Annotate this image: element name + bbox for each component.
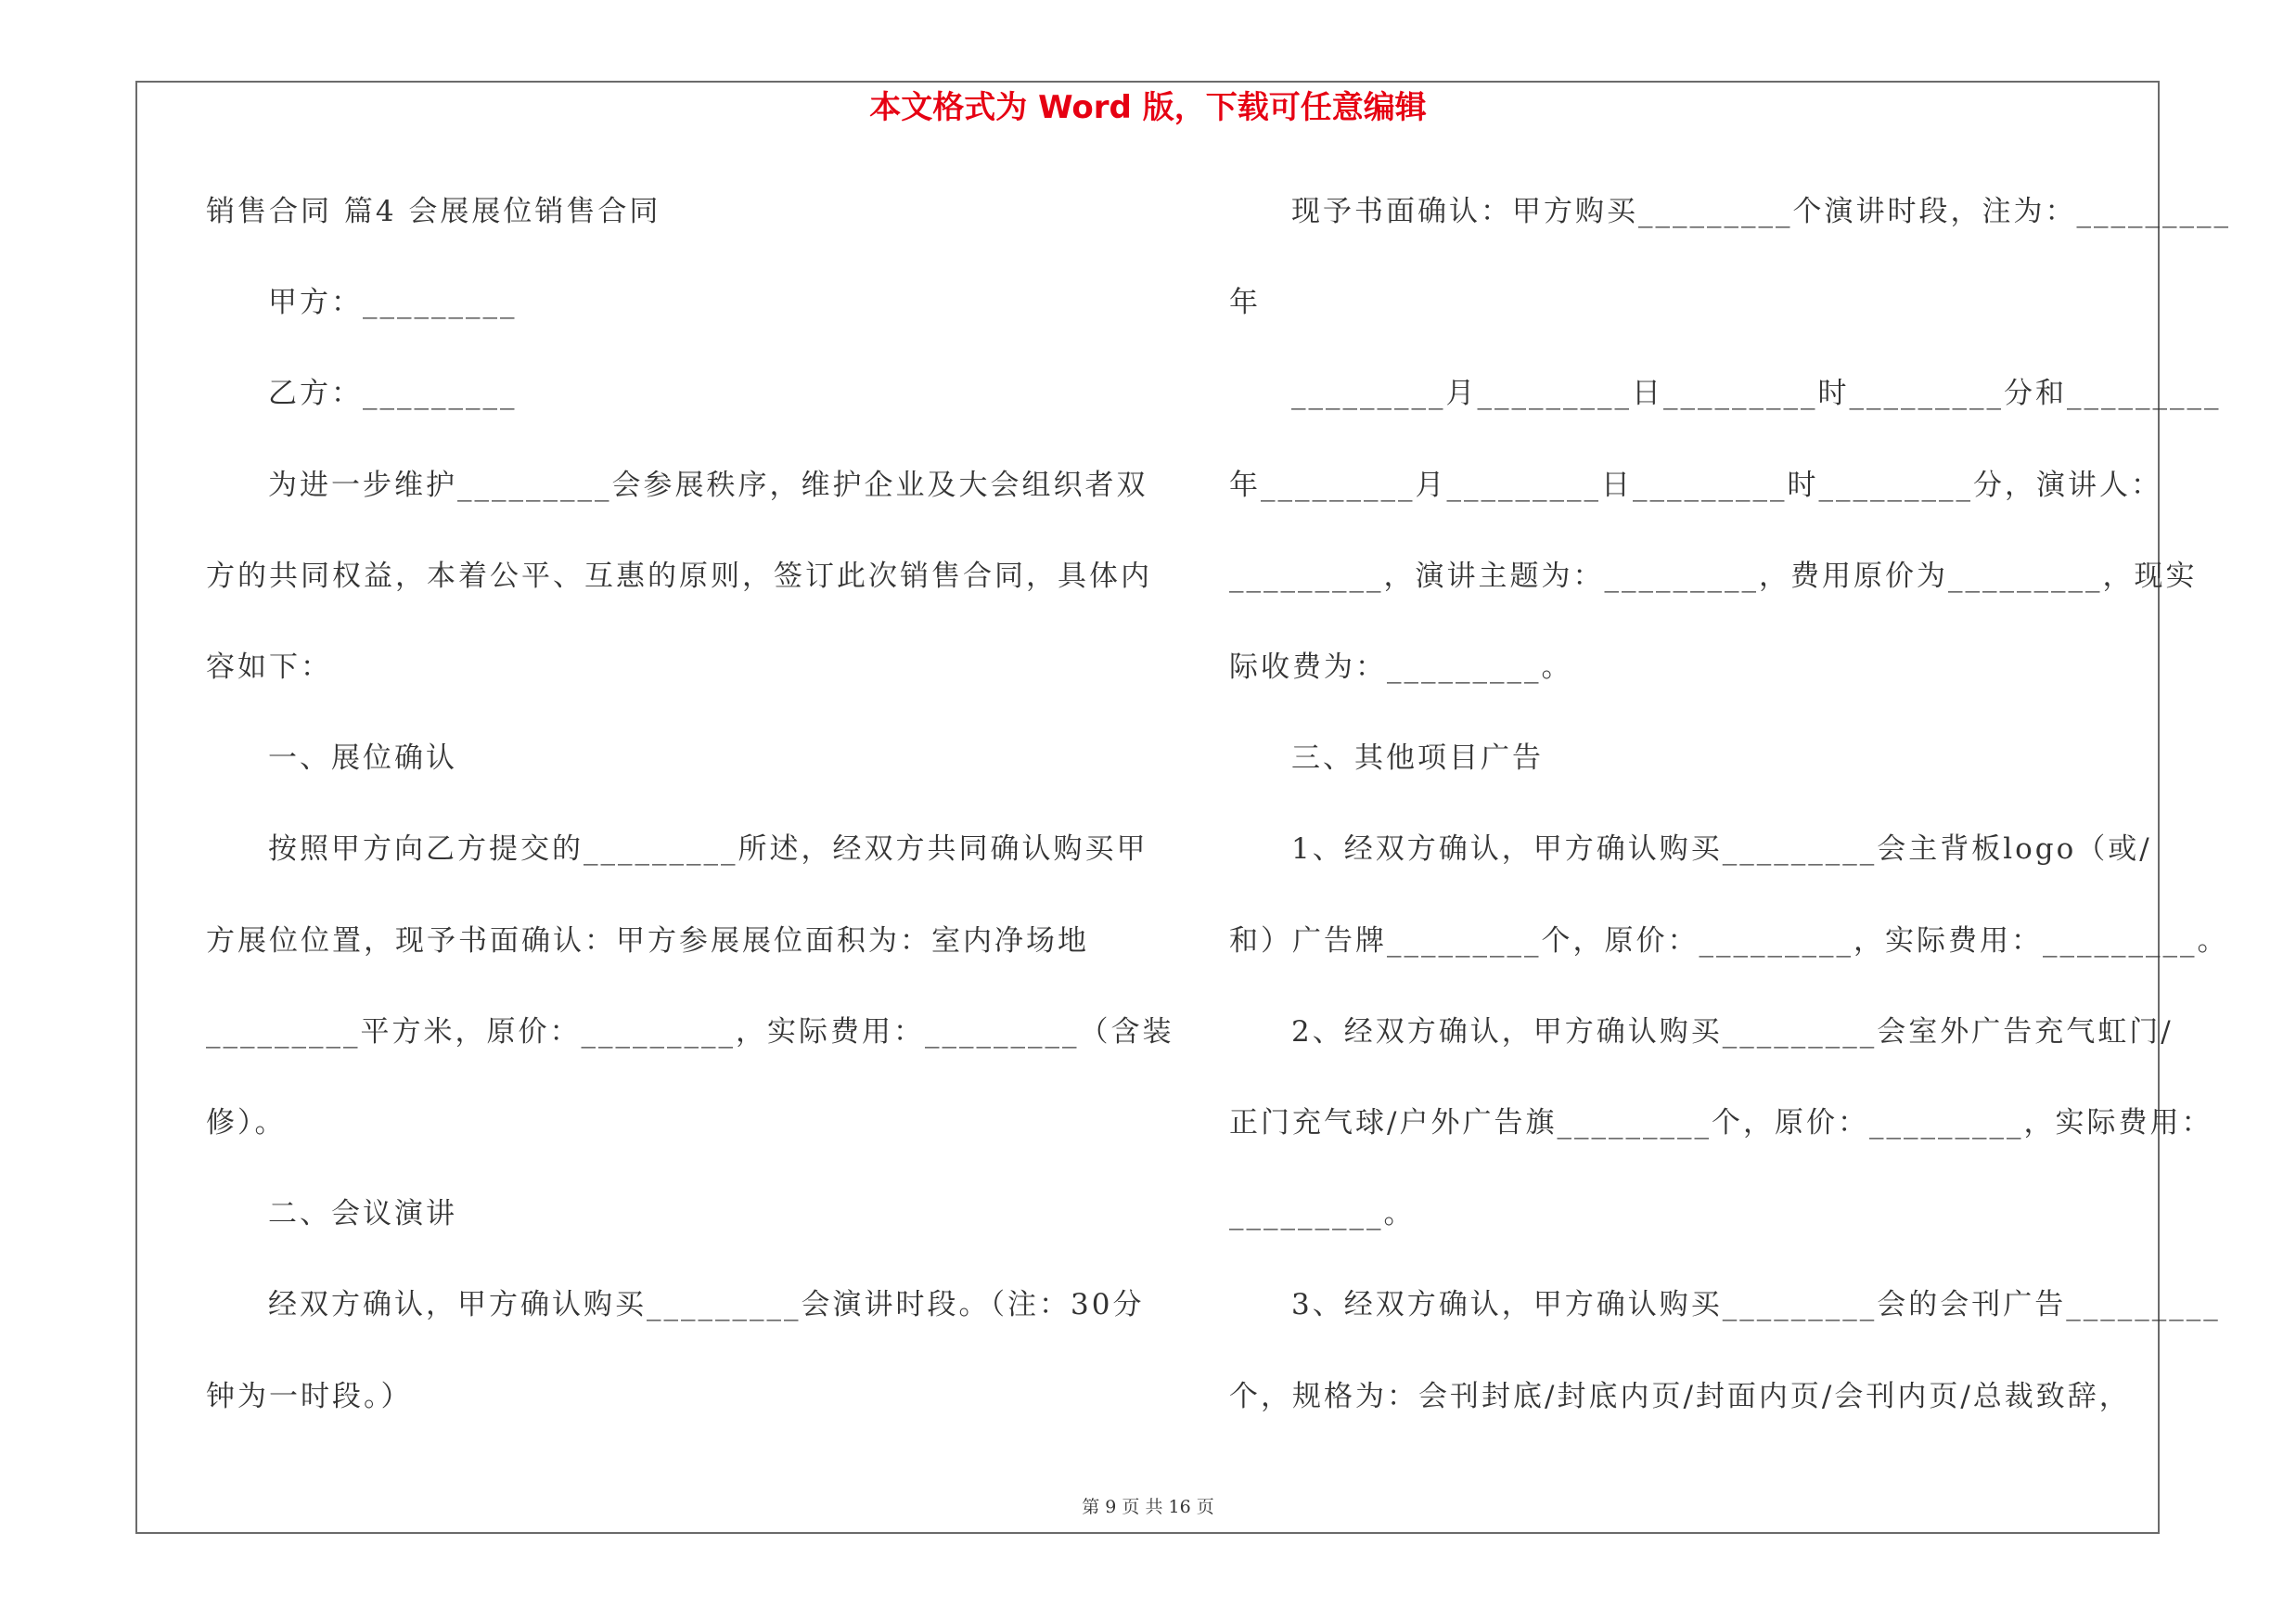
- text-line: 和）广告牌_________个，原价：_________，实际费用：_________。: [1229, 923, 2229, 958]
- text-line: 年: [1229, 286, 1261, 320]
- text-line: 钟为一时段。）: [206, 1379, 413, 1413]
- text-line: 经双方确认，甲方确认购买_________会演讲时段。（注：30分: [268, 1288, 1145, 1322]
- text-line: _________平方米，原价：_________，实际费用：_________（含装: [206, 1014, 1174, 1049]
- text-line: 个，规格为：会刊封底/封底内页/封面内页/会刊内页/总裁致辞，: [1229, 1379, 2131, 1413]
- section-heading: 二、会议演讲: [268, 1197, 457, 1231]
- text-line: 乙方：_________: [268, 377, 518, 411]
- section-heading: 三、其他项目广告: [1291, 741, 1544, 776]
- text-line: 际收费为：_________。: [1229, 650, 1573, 684]
- text-line: 容如下：: [206, 650, 332, 684]
- text-line: 1、经双方确认，甲方确认购买_________会主背板logo（或/: [1291, 832, 2152, 867]
- text-line: 销售合同 篇4 会展展位销售合同: [206, 195, 661, 228]
- text-line: _________月_________日_________时_________分和_________: [1291, 377, 2222, 411]
- text-line: 修）。: [206, 1106, 287, 1140]
- text-line: 按照甲方向乙方提交的_________所述，经双方共同确认购买甲: [268, 832, 1148, 867]
- text-line: _________。: [1229, 1197, 1416, 1231]
- text-line: 现予书面确认：甲方购买_________个演讲时段，注为：_________: [1291, 195, 2231, 228]
- page-number: 第 9 页 共 16 页: [1082, 1497, 1214, 1517]
- text-line: 2、经双方确认，甲方确认购买_________会室外广告充气虹门/: [1291, 1014, 2174, 1049]
- text-line: 3、经双方确认，甲方确认购买_________会的会刊广告_________: [1291, 1288, 2221, 1322]
- text-line: 方展位位置，现予书面确认：甲方参展展位面积为：室内净场地: [206, 923, 1089, 958]
- text-line: _________，演讲主题为：_________，费用原价为_________，现实: [1229, 559, 2198, 593]
- text-line: 年_________月_________日_________时_________分，演讲人：: [1229, 468, 2162, 502]
- text-line: 为进一步维护_________会参展秩序，维护企业及大会组织者双: [268, 468, 1148, 502]
- text-line: 正门充气球/户外广告旗_________个，原价：_________，实际费用：: [1229, 1106, 2213, 1140]
- text-line: 甲方：_________: [268, 286, 518, 320]
- text-line: 方的共同权益，本着公平、互惠的原则，签订此次销售合同，具体内: [206, 559, 1152, 593]
- section-heading: 一、展位确认: [268, 741, 457, 776]
- format-notice: 本文格式为 Word 版，下载可任意编辑: [869, 89, 1427, 126]
